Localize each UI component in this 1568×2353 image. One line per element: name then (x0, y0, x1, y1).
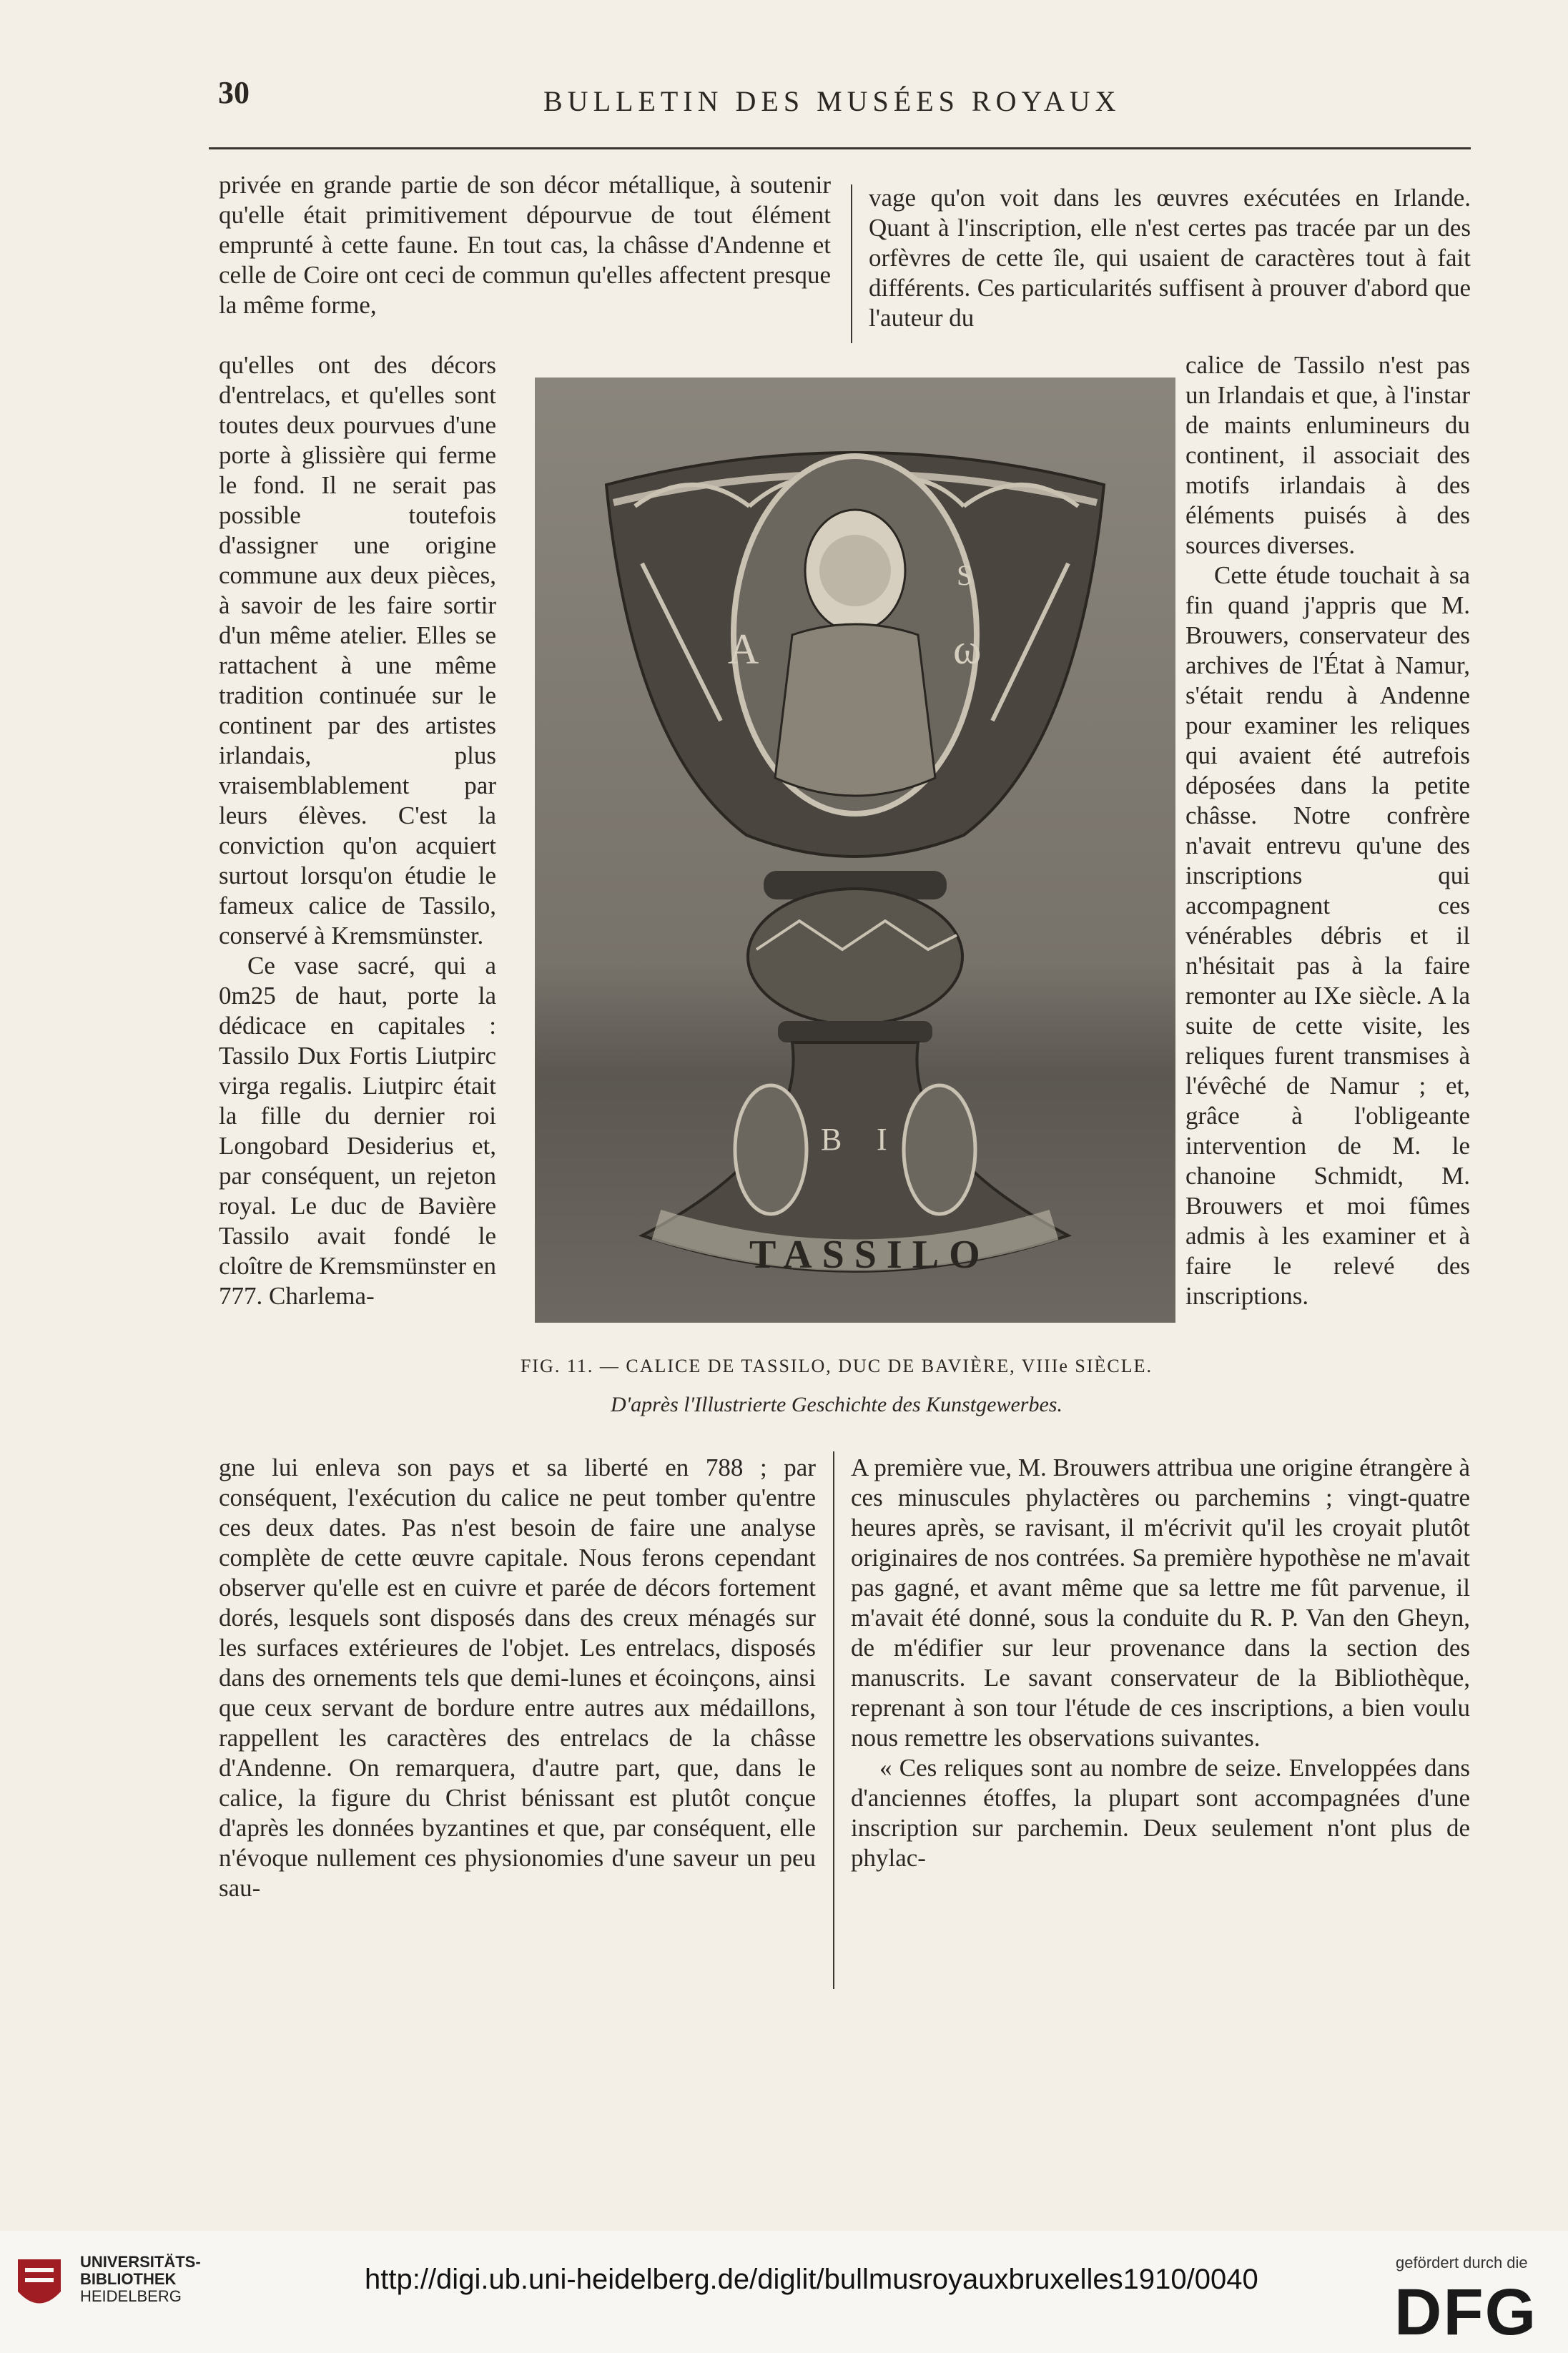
paragraph: Ce vase sacré, qui a 0m25 de haut, porte la dédicace en capitales : Tassilo Dux Fortis Liutpirc virga regalis. Liutpirc était la fille du dernier roi Longobard Desiderius et, par conséquent, un rejeton royal. Le duc de Bavière Tassilo avait fondé le cloître de Kremsmünster en 777. Charlema- (219, 952, 496, 1310)
university-seal-icon (14, 2252, 64, 2317)
paragraph: Cette étude touchait à sa fin quand j'appris que M. Brouwers, conservateur des archives de l'État à Namur, s'était rendu à Andenne pour examiner les reliques qui avaient été autrefois déposées dans la petite châsse. Notre confrère n'avait entrevu qu'une des inscriptions qui accompagnent ces vénérables débris et il n'hésitait pas à la faire remonter au IXe siècle. A la suite de cette visite, les reliques furent transmises à l'évêché de Namur ; et, grâce à l'obligeante intervention de M. le chanoine Schmidt, M. Brouwers et moi fûmes admis à les examiner et à faire le relevé des inscriptions. (1185, 561, 1470, 1310)
paragraph: « Ces reliques sont au nombre de seize. Enveloppées dans d'anciennes étoffes, la plupart sont accompagnées d'une inscription sur parchemin. Deux seulement n'ont plus de phylac- (851, 1754, 1470, 1872)
letter-omega: ω (953, 626, 982, 673)
figure-caption-source: D'après l'Illustrierte Geschichte des Kunstgewerbes. (611, 1393, 1062, 1416)
running-title: BULLETIN DES MUSÉES ROYAUX (543, 85, 1121, 117)
left-column-bottom (219, 1453, 816, 1903)
letter-s: S (957, 559, 973, 591)
left-column-top (219, 170, 831, 320)
right-column-bottom (851, 1453, 1470, 1873)
letter-alpha: A (728, 626, 759, 673)
dfg-logo: DFG (1394, 2276, 1538, 2349)
library-line-1: UNIVERSITÄTS- (80, 2253, 201, 2271)
page-number: 30 (218, 75, 250, 110)
chalice-illustration (535, 378, 1175, 1323)
paragraph: gne lui enleva son pays et sa liberté en 788 ; par conséquent, l'exécution du calice ne peut tomber qu'entre ces deux dates. Pas n'est besoin de faire une analyse complète de cette œuvre capitale. Nous ferons cependant observer qu'elle est en cuivre et parée de décors fortement dorés, lesquels sont disposés dans des creux ménagés sur les surfaces extérieures de l'objet. Les entrelacs, disposés dans des ornements tels que demi-lunes et écoinçons, ainsi que ceux servant de bordure entre autres aux médaillons, rappellent les caractères des entrelacs de la châsse d'Andenne. On remarquera, d'autre part, que, dans le calice, la figure du Christ bénissant est plutôt conçue d'après les données byzantines et que, par conséquent, elle n'évoque nullement ces physionomies d'une saveur un peu sau- (219, 1454, 816, 1902)
source-url-link[interactable]: http://digi.ub.uni-heidelberg.de/diglit/bullmusroyauxbruxelles1910/0040 (365, 2264, 1258, 2295)
base-inscription: TASSILO (749, 1233, 990, 1277)
chalice-photograph (535, 378, 1175, 1323)
paragraph: privée en grande partie de son décor métallique, à soutenir qu'elle était primitivement dépourvue de tout élément emprunté à cette faune. En tout cas, la châsse d'Andenne et celle de Coire ont ceci de commun qu'elles affectent presque la même forme, (219, 171, 831, 319)
left-column-narrow (219, 350, 496, 1311)
right-column-narrow (1185, 350, 1470, 1311)
column-rule-bottom (833, 1451, 834, 1989)
column-rule-top (851, 184, 852, 343)
paragraph: A première vue, M. Brouwers attribua une origine étrangère à ces minuscules phylactères ou parchemins ; vingt-quatre heures après, se ravisant, il m'écrivit qu'il les croyait plutôt originaires de nos contrées. Sa première hypothèse ne m'avait pas gagné, et avant même que sa lettre me fût parvenue, il m'avait été donné, sous la conduite du R. P. Van den Gheyn, de m'édifier sur leur provenance dans la section des manuscrits. Le savant conservateur de la Bibliothèque, reprenant à son tour l'étude de ces inscriptions, a bien voulu nous remettre les observations suivantes. (851, 1454, 1470, 1752)
paragraph: qu'elles ont des décors d'entrelacs, et qu'elles sont toutes deux pourvues d'une porte à glissière qui ferme le fond. Il ne serait pas possible toutefois d'assigner une origine commune aux deux pièces, à savoir de les faire sortir d'un même atelier. Elles se rattachent à une même tradition continuée sur le continent par des artistes irlandais, plus vraisemblablement par leurs élèves. C'est la conviction qu'on acquiert surtout lorsqu'on étudie le fameux calice de Tassilo, conservé à Kremsmünster. (219, 351, 496, 949)
library-line-3: HEIDELBERG (80, 2287, 182, 2305)
chalice-knot (748, 889, 962, 1025)
library-line-2: BIBLIOTHEK (80, 2270, 177, 2288)
right-column-top (869, 183, 1471, 333)
funding-note: gefördert durch die (1396, 2254, 1528, 2271)
header-rule (209, 147, 1471, 149)
letter-b: B (821, 1122, 842, 1157)
figure-caption-label: FIG. 11. — CALICE DE TASSILO, DUC DE BAVIÈRE, VIIIe SIÈCLE. (520, 1356, 1153, 1376)
paragraph: calice de Tassilo n'est pas un Irlandais et que, à l'instar de maints enlumineurs du continent, il associait des motifs irlandais à des éléments puisés à des sources diverses. (1185, 351, 1470, 559)
library-name (80, 2254, 201, 2305)
paragraph: vage qu'on voit dans les œuvres exécutées en Irlande. Quant à l'inscription, elle n'est certes pas tracée par un des orfèvres de cette île, qui usaient de caractères tout à fait différents. Ces particularités suffisent à prouver d'abord que l'auteur du (869, 184, 1471, 332)
letter-i: I (877, 1122, 887, 1157)
